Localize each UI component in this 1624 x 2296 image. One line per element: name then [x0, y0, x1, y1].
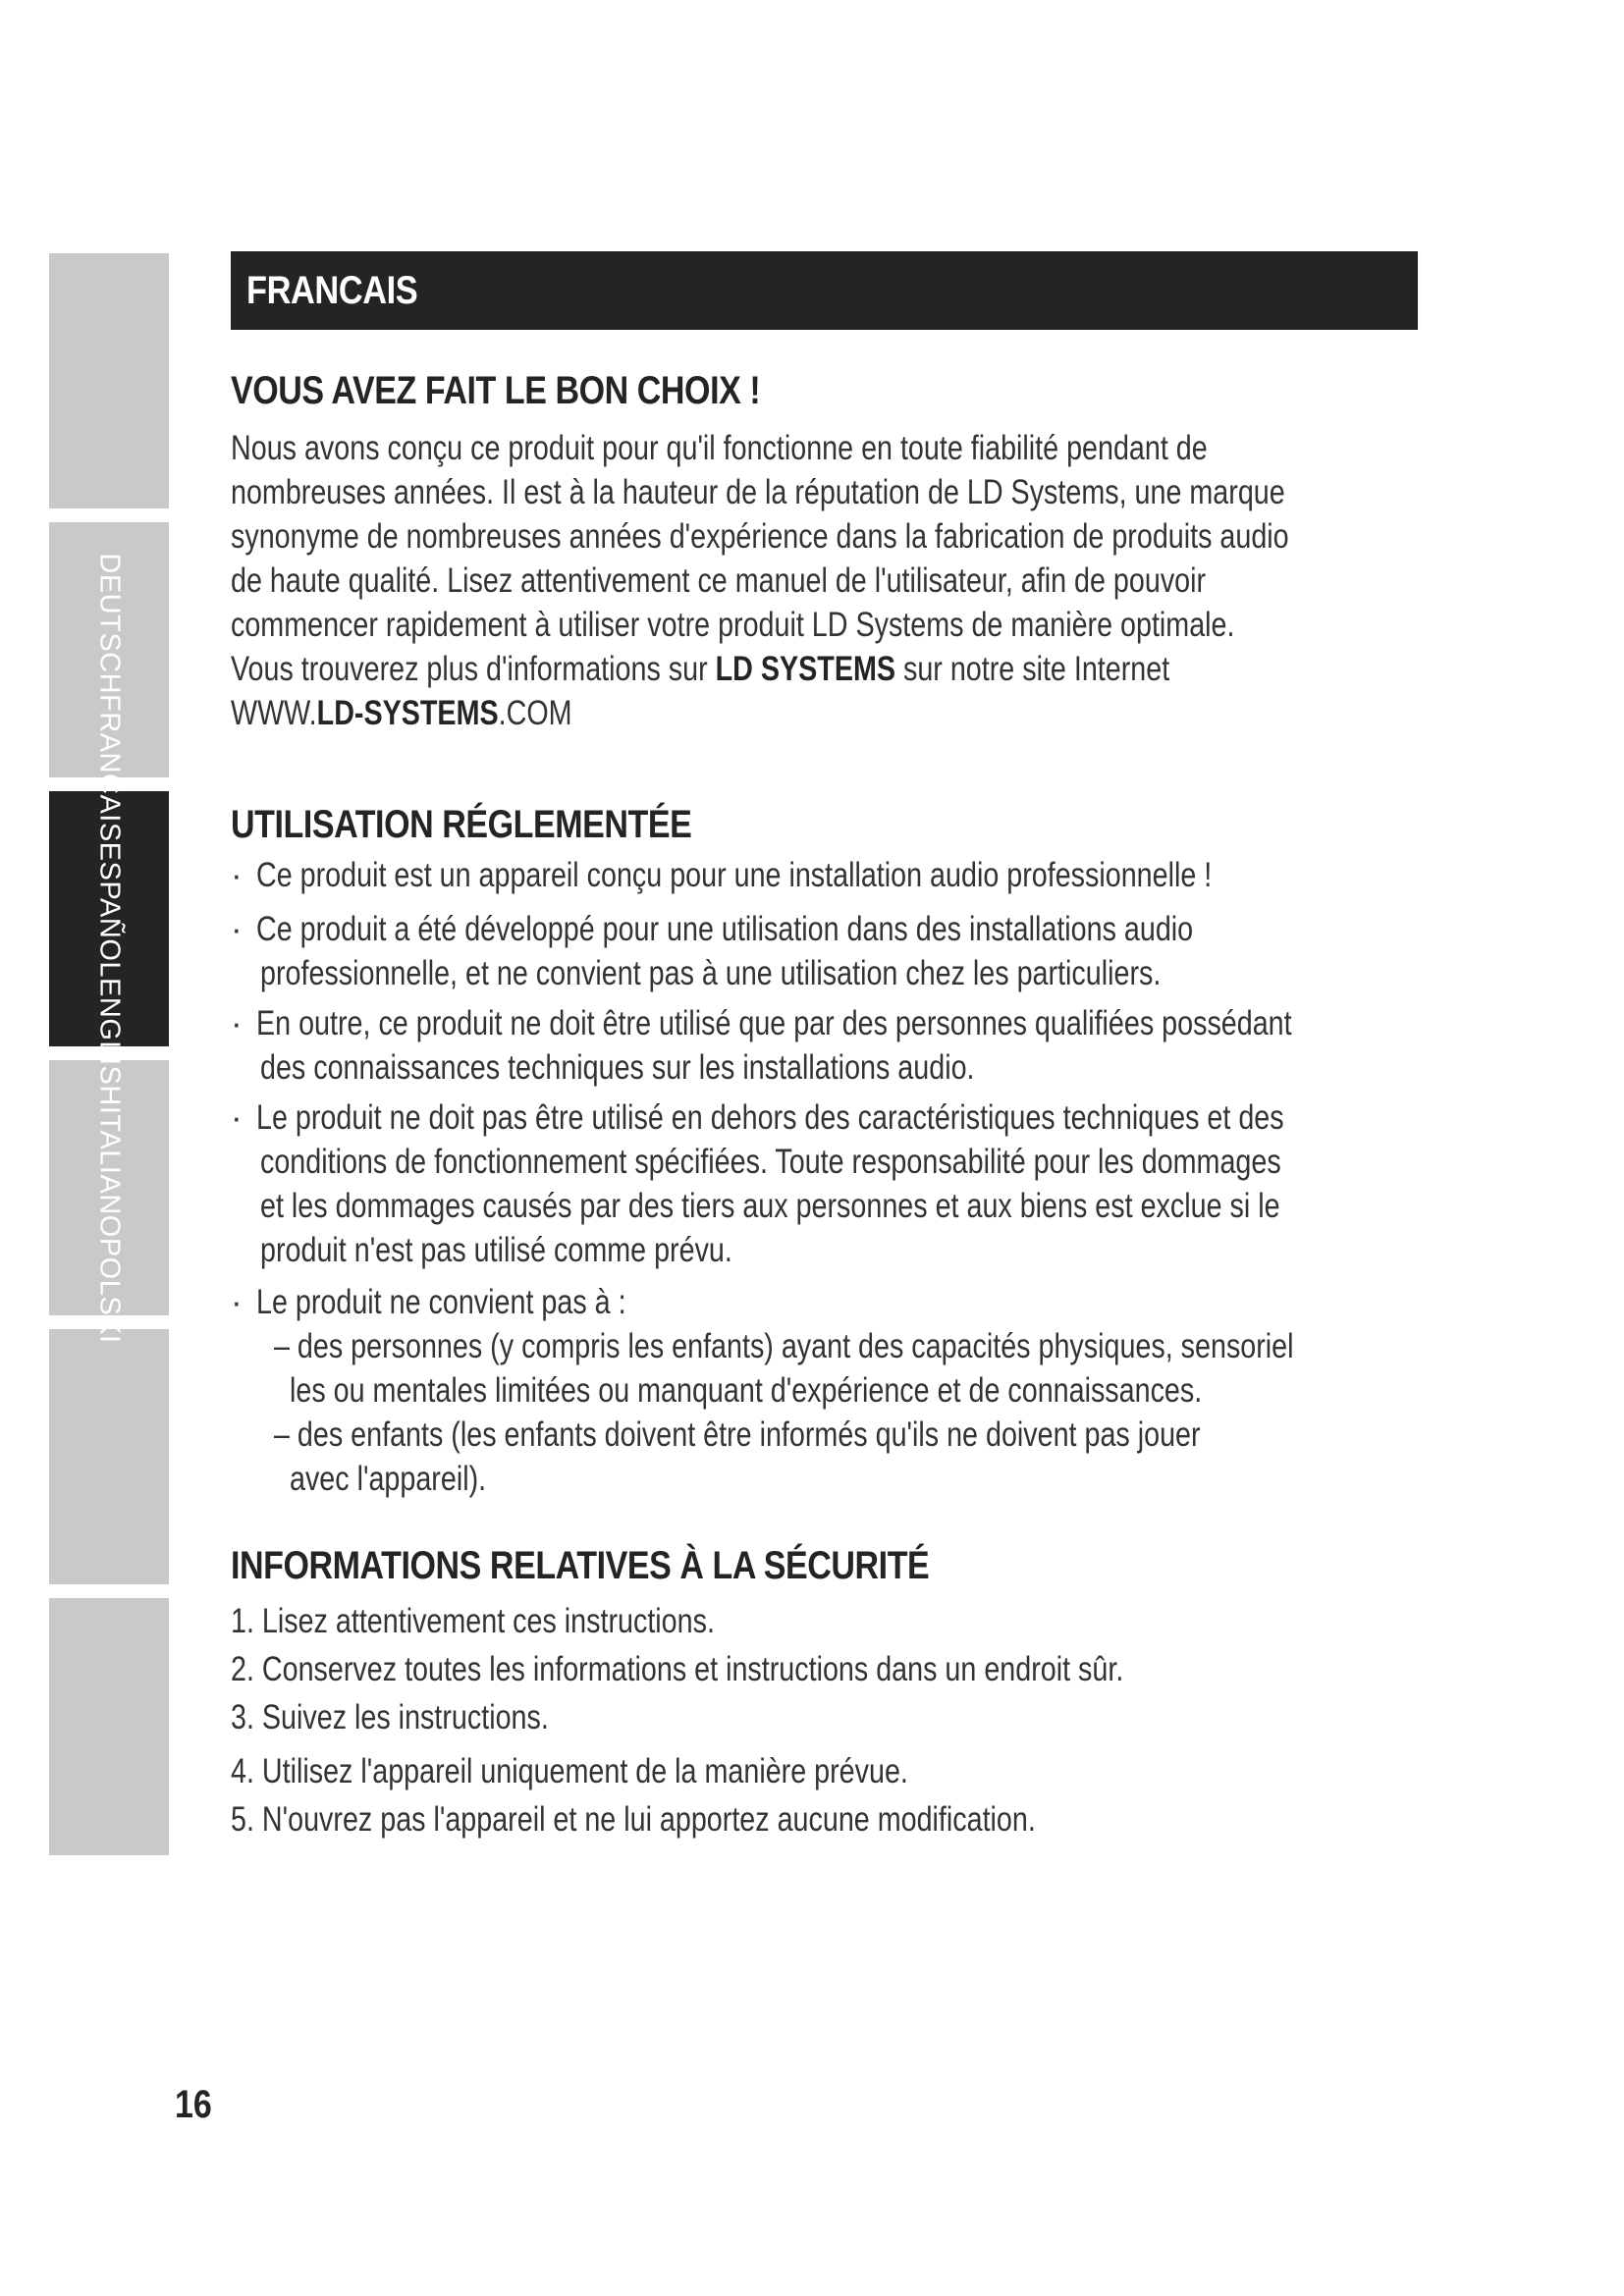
sub-list-item [231, 1324, 1418, 1368]
sidebar-language-strip: DEUTSCHFRANÇAISESPAÑOLENGLISHITALIANOPOLSKI [93, 553, 126, 1344]
language-title: FRANCAIS [246, 268, 418, 312]
list-item-text: Ce produit est un appareil conçu pour une installation audio professionnelle ! [256, 856, 1213, 894]
numbered-item: 4. Utilisez l'appareil uniquement de la manière prévue. [231, 1752, 908, 1790]
list-item-text: conditions de fonctionnement spécifiées. Toute responsabilité pour les dommages [260, 1143, 1281, 1181]
usage-list [231, 853, 1418, 1501]
safety-list [231, 1599, 1418, 1845]
safety-title: INFORMATIONS RELATIVES À LA SÉCURITÉ [231, 1544, 930, 1587]
list-item-text: Le produit ne convient pas à : [256, 1283, 626, 1321]
numbered-item: 5. N'ouvrez pas l'appareil et ne lui apportez aucune modification. [231, 1800, 1036, 1839]
sub-list-item-text: avec l'appareil). [290, 1460, 487, 1498]
list-item [231, 1001, 1418, 1045]
intro-line: synonyme de nombreuses années d'expérience dans la fabrication de produits audio [231, 517, 1289, 556]
intro-line: commencer rapidement à utiliser votre produit LD Systems de manière optimale. [231, 606, 1235, 644]
intro-line: Nous avons conçu ce produit pour qu'il fonctionne en toute fiabilité pendant de [231, 429, 1208, 467]
website-link[interactable] [231, 691, 572, 735]
sub-list-item [231, 1413, 1418, 1457]
sidebar-tab-top[interactable] [49, 253, 169, 508]
sidebar-tab-bottom[interactable] [49, 1598, 169, 1855]
numbered-item: 1. Lisez attentivement ces instructions. [231, 1602, 715, 1640]
safety-section [231, 1538, 1418, 1845]
url-suffix: .COM [498, 694, 572, 732]
sub-list-item-text: – des enfants (les enfants doivent être informés qu'ils ne doivent pas jouer [274, 1415, 1201, 1454]
sidebar-tab-english[interactable] [49, 1329, 169, 1584]
language-sidebar [49, 253, 169, 1855]
intro-line: de haute qualité. Lisez attentivement ce manuel de l'utilisateur, afin de pouvoir [231, 561, 1207, 600]
intro-title: VOUS AVEZ FAIT LE BON CHOIX ! [231, 369, 761, 412]
usage-section [231, 798, 1418, 1501]
list-item-text: produit n'est pas utilisé comme prévu. [260, 1231, 732, 1269]
sub-list-item-text: les ou mentales limitées ou manquant d'expérience et de connaissances. [290, 1371, 1203, 1410]
intro-section [231, 361, 1418, 735]
numbered-item: 3. Suivez les instructions. [231, 1698, 549, 1736]
bullet-icon: · [231, 1098, 243, 1137]
intro-line-more-info [231, 647, 1169, 691]
list-item [231, 1280, 1418, 1324]
url-brand: LD-SYSTEMS [316, 694, 499, 732]
language-header-bar [231, 251, 1418, 330]
sub-list-item-text: – des personnes (y compris les enfants) ayant des capacités physiques, sensoriel [274, 1327, 1294, 1365]
brand-name: LD SYSTEMS [715, 650, 896, 688]
bullet-icon: · [231, 910, 243, 948]
list-item-text: Le produit ne doit pas être utilisé en dehors des caractéristiques techniques et des [256, 1098, 1284, 1137]
list-item-text: En outre, ce produit ne doit être utilisé que par des personnes qualifiées possédant [256, 1004, 1292, 1042]
list-item-text: et les dommages causés par des tiers aux personnes et aux biens est exclue si le [260, 1187, 1280, 1225]
numbered-item: 2. Conservez toutes les informations et instructions dans un endroit sûr. [231, 1650, 1124, 1688]
main-content [231, 353, 1418, 1845]
list-item-text: professionnelle, et ne convient pas à une utilisation chez les particuliers. [260, 954, 1162, 992]
bullet-icon: · [231, 1283, 243, 1321]
url-prefix: WWW. [231, 694, 317, 732]
list-item-text: Ce produit a été développé pour une utilisation dans des installations audio [256, 910, 1194, 948]
list-item-text: des connaissances techniques sur les installations audio. [260, 1048, 975, 1087]
page-number: 16 [175, 2083, 212, 2126]
list-item [231, 907, 1418, 951]
bullet-icon: · [231, 856, 243, 894]
list-item [231, 1095, 1418, 1140]
more-info-suffix: sur notre site Internet [895, 650, 1170, 688]
intro-paragraph [231, 426, 1418, 735]
list-item [231, 853, 1418, 897]
more-info-text: Vous trouverez plus d'informations sur [231, 650, 716, 688]
usage-title: UTILISATION RÉGLEMENTÉE [231, 803, 692, 846]
intro-line: nombreuses années. Il est à la hauteur de la réputation de LD Systems, une marque [231, 473, 1285, 511]
bullet-icon: · [231, 1004, 243, 1042]
